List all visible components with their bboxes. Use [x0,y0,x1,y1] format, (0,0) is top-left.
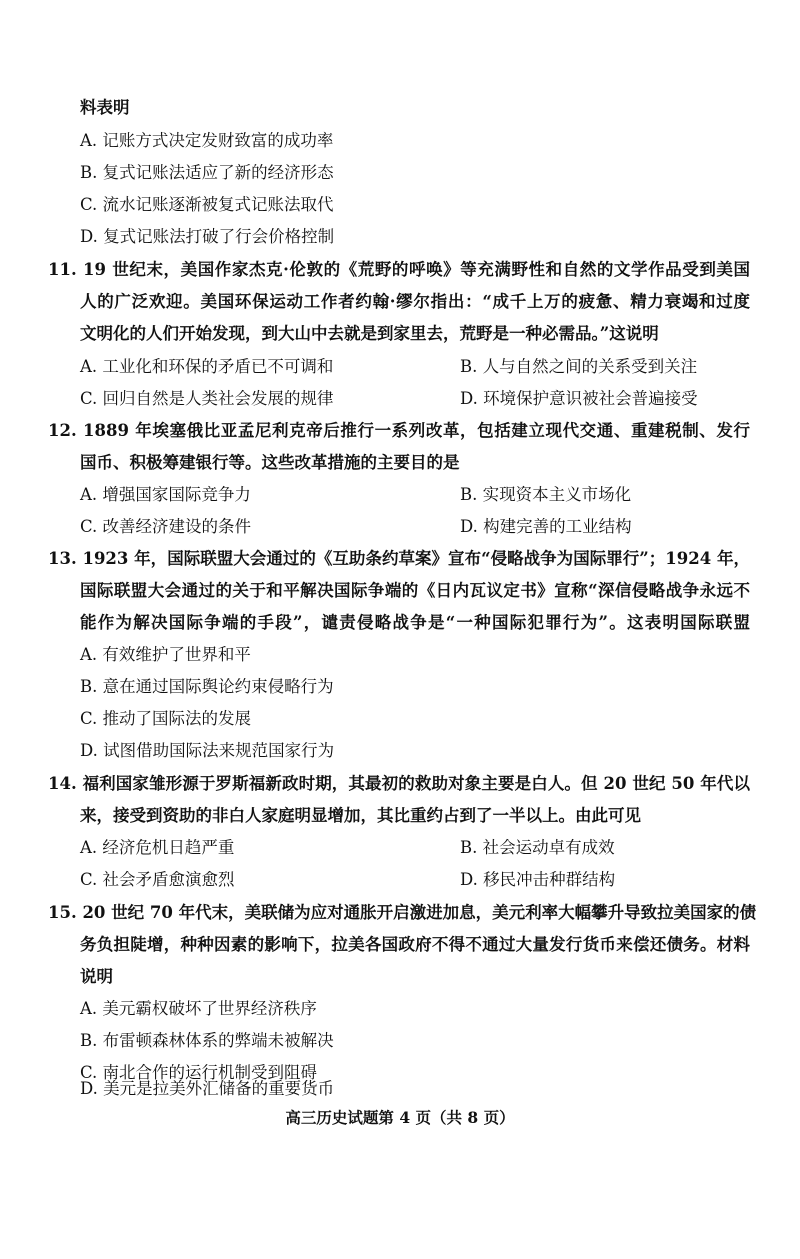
q11-option-d: D. 环境保护意识被社会普遍接受 [460,389,698,408]
q12-stem-line-2: 国币、积极筹建银行等。这些改革措施的主要目的是 [80,453,460,472]
page-footer: 高三历史试题第 4 页（共 8 页） [285,1108,515,1127]
q14-option-c: C. 社会矛盾愈演愈烈 [80,870,235,889]
q12-option-c: C. 改善经济建设的条件 [80,517,252,536]
q14-option-d: D. 移民冲击种群结构 [460,870,616,889]
q14-option-a: A. 经济危机日趋严重 [80,838,235,857]
q13-stem-line-2: 国际联盟大会通过的关于和平解决国际争端的《日内瓦议定书》宣称“深信侵略战争永远不 [80,581,750,600]
q12-option-a: A. 增强国家国际竞争力 [80,485,251,504]
q13-stem-line-1: 13. 1923 年，国际联盟大会通过的《互助条约草案》宣布“侵略战争为国际罪行”；1924 年， [48,549,750,568]
q11-option-c: C. 回归自然是人类社会发展的规律 [80,389,334,408]
q11-stem-line-1: 11. 19 世纪末，美国作家杰克·伦敦的《荒野的呼唤》等充满野性和自然的文学作品受到美国 [48,260,750,279]
q11-option-a: A. 工业化和环保的矛盾已不可调和 [80,357,334,376]
q12-option-b: B. 实现资本主义市场化 [460,485,632,504]
q14-stem-line-1: 14. 福利国家雏形源于罗斯福新政时期，其最初的救助对象主要是白人。但 20 世纪 50 年代以 [48,774,750,793]
q13-option-d: D. 试图借助国际法来规范国家行为 [80,741,335,760]
q12-stem-line-1: 12. 1889 年埃塞俄比亚孟尼利克帝后推行一系列改革，包括建立现代交通、重建税制、发行 [48,421,750,440]
q15-option-a: A. 美元霸权破坏了世界经济秩序 [80,999,317,1018]
q11-option-b: B. 人与自然之间的关系受到关注 [460,357,698,376]
q13-option-a: A. 有效维护了世界和平 [80,645,251,664]
q15-option-b: B. 布雷顿森林体系的弊端未被解决 [80,1031,334,1050]
q10-option-a: A. 记账方式决定发财致富的成功率 [80,131,334,150]
q15-option-d: D. 美元是拉美外汇储备的重要货币 [80,1079,335,1098]
q10-option-b: B. 复式记账法适应了新的经济形态 [80,163,334,182]
q12-option-d: D. 构建完善的工业结构 [460,517,632,536]
q10-option-c: C. 流水记账逐渐被复式记账法取代 [80,195,334,214]
q15-stem-line-3: 说明 [80,967,113,986]
q15-stem-line-2: 务负担陡增，种种因素的影响下，拉美各国政府不得不通过大量发行货币来偿还债务。材料 [80,935,750,954]
q13-option-b: B. 意在通过国际舆论约束侵略行为 [80,677,334,696]
q11-stem-line-3: 文明化的人们开始发现，到大山中去就是到家里去，荒野是一种必需品。”这说明 [80,324,659,343]
q14-option-b: B. 社会运动卓有成效 [460,838,615,857]
q13-option-c: C. 推动了国际法的发展 [80,709,252,728]
q10-option-d: D. 复式记账法打破了行会价格控制 [80,227,335,246]
q14-stem-line-2: 来，接受到资助的非白人家庭明显增加，其比重约占到了一半以上。由此可见 [80,806,641,825]
q13-stem-line-3: 能作为解决国际争端的手段”，谴责侵略战争是“一种国际犯罪行为”。这表明国际联盟 [80,613,750,632]
q15-option-c: C. 南北合作的运行机制受到阻碍 [80,1063,318,1082]
q10-stem-tail: 料表明 [80,98,130,117]
q11-stem-line-2: 人的广泛欢迎。美国环保运动工作者约翰·缪尔指出：“成千上万的疲惫、精力衰竭和过度 [80,292,750,311]
q15-stem-line-1: 15. 20 世纪 70 年代末，美联储为应对通胀开启激进加息，美元利率大幅攀升导致拉美国家的债 [48,903,757,922]
